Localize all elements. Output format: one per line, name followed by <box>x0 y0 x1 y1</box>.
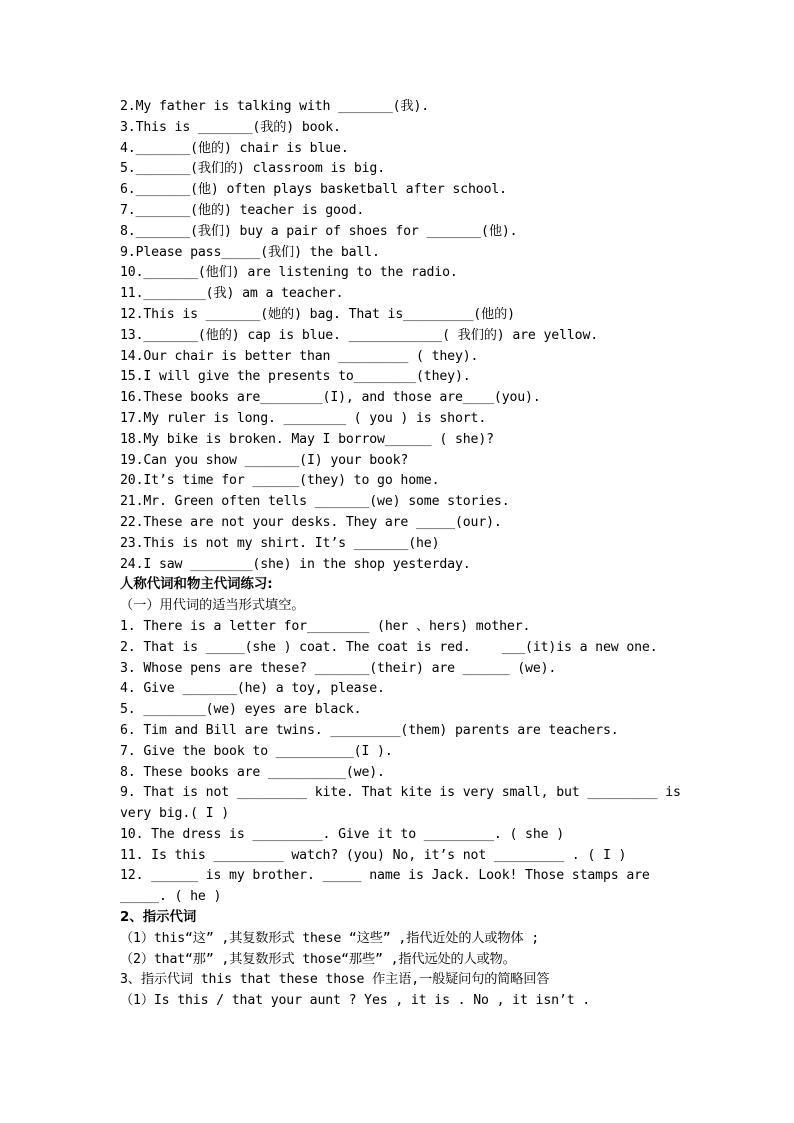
exercise-line: 5._______(我们的) classroom is big. <box>120 161 386 177</box>
section-heading-demonstratives: 2、指示代词 <box>120 910 197 926</box>
exercise-line: 16.These books are________(I), and those are____(you). <box>120 390 541 406</box>
worksheet-page <box>120 97 720 1012</box>
exercise-line: 7._______(他的) teacher is good. <box>120 202 365 218</box>
exercise-line: 3. Whose pens are these? _______(their) are ______ (we). <box>120 660 557 676</box>
exercise-line: 22.These are not your desks. They are _____(our). <box>120 514 502 530</box>
exercise-line: 12.This is _______(她的) bag. That is_________(他的) <box>120 306 515 322</box>
exercise-line: 4._______(他的) chair is blue. <box>120 140 349 156</box>
exercise-line: 17.My ruler is long. ________ ( you ) is short. <box>120 410 487 426</box>
exercise-line: 20.It’s time for ______(they) to go home. <box>120 473 440 489</box>
exercise-line: 11.________(我) am a teacher. <box>120 286 344 302</box>
exercise-line: 6._______(他) often plays basketball after school. <box>120 182 507 198</box>
pronoun-exercise-list-b <box>120 617 720 908</box>
exercise-line: 11. Is this _________ watch? (you) No, it’s not _________ . ( I ) <box>120 847 627 863</box>
demonstrative-notes <box>120 929 720 1012</box>
exercise-line: 18.My bike is broken. May I borrow______ ( she)? <box>120 431 494 447</box>
exercise-line: 23.This is not my shirt. It’s _______(he) <box>120 535 440 551</box>
exercise-line: 6. Tim and Bill are twins. _________(them) parents are teachers. <box>120 722 619 738</box>
pronoun-exercise-list-a <box>120 97 720 575</box>
exercise-line: 8. These books are __________(we). <box>120 764 385 780</box>
note-line: （1）Is this / that your aunt ? Yes , it is . No , it isn’t . <box>120 993 591 1009</box>
exercise-line: 5. ________(we) eyes are black. <box>120 702 362 718</box>
exercise-line: 4. Give _______(he) a toy, please. <box>120 681 385 697</box>
exercise-line: 1. There is a letter for________ (her 、hers) mother. <box>120 618 531 634</box>
exercise-line: 13._______(他的) cap is blue. ____________( 我们的) are yellow. <box>120 327 599 343</box>
exercise-line: 8._______(我们) buy a pair of shoes for _______(他). <box>120 223 518 239</box>
exercise-line: 9.Please pass_____(我们) the ball. <box>120 244 380 260</box>
note-line: （2）that“那” ,其复数形式 those“那些” ,指代远处的人或物。 <box>120 951 516 967</box>
note-line: （1）this“这” ,其复数形式 these “这些” ,指代近处的人或物体 ; <box>120 930 540 946</box>
exercise-line: 10._______(他们) are listening to the radio. <box>120 265 458 281</box>
exercise-line: 14.Our chair is better than _________ ( they). <box>120 348 479 364</box>
exercise-line: 10. The dress is _________. Give it to _________. ( she ) <box>120 826 565 842</box>
exercise-line: 9. That is not _________ kite. That kite is very small, but _________ is <box>120 785 681 801</box>
exercise-line: 2. That is _____(she ) coat. The coat is red. ___(it)is a new one. <box>120 639 658 655</box>
exercise-line: 12. ______ is my brother. _____ name is Jack. Look! Those stamps are <box>120 868 650 884</box>
exercise-line: 19.Can you show _______(I) your book? <box>120 452 409 468</box>
section-instruction: （一）用代词的适当形式填空。 <box>120 598 305 614</box>
exercise-line: 7. Give the book to __________(I ). <box>120 743 393 759</box>
exercise-line: _____. ( he ) <box>120 889 222 905</box>
exercise-line: 15.I will give the presents to________(they). <box>120 369 471 385</box>
note-line: 3、指示代词 this that these those 作主语,一般疑问句的简略回答 <box>120 972 550 988</box>
exercise-line: 24.I saw ________(she) in the shop yesterday. <box>120 556 471 572</box>
exercise-line: 21.Mr. Green often tells _______(we) some stories. <box>120 494 510 510</box>
exercise-line: very big.( I ) <box>120 806 230 822</box>
exercise-line: 2.My father is talking with _______(我). <box>120 99 430 114</box>
section-heading-pronouns: 人称代词和物主代词练习: <box>120 577 273 593</box>
exercise-line: 3.This is _______(我的) book. <box>120 119 341 135</box>
